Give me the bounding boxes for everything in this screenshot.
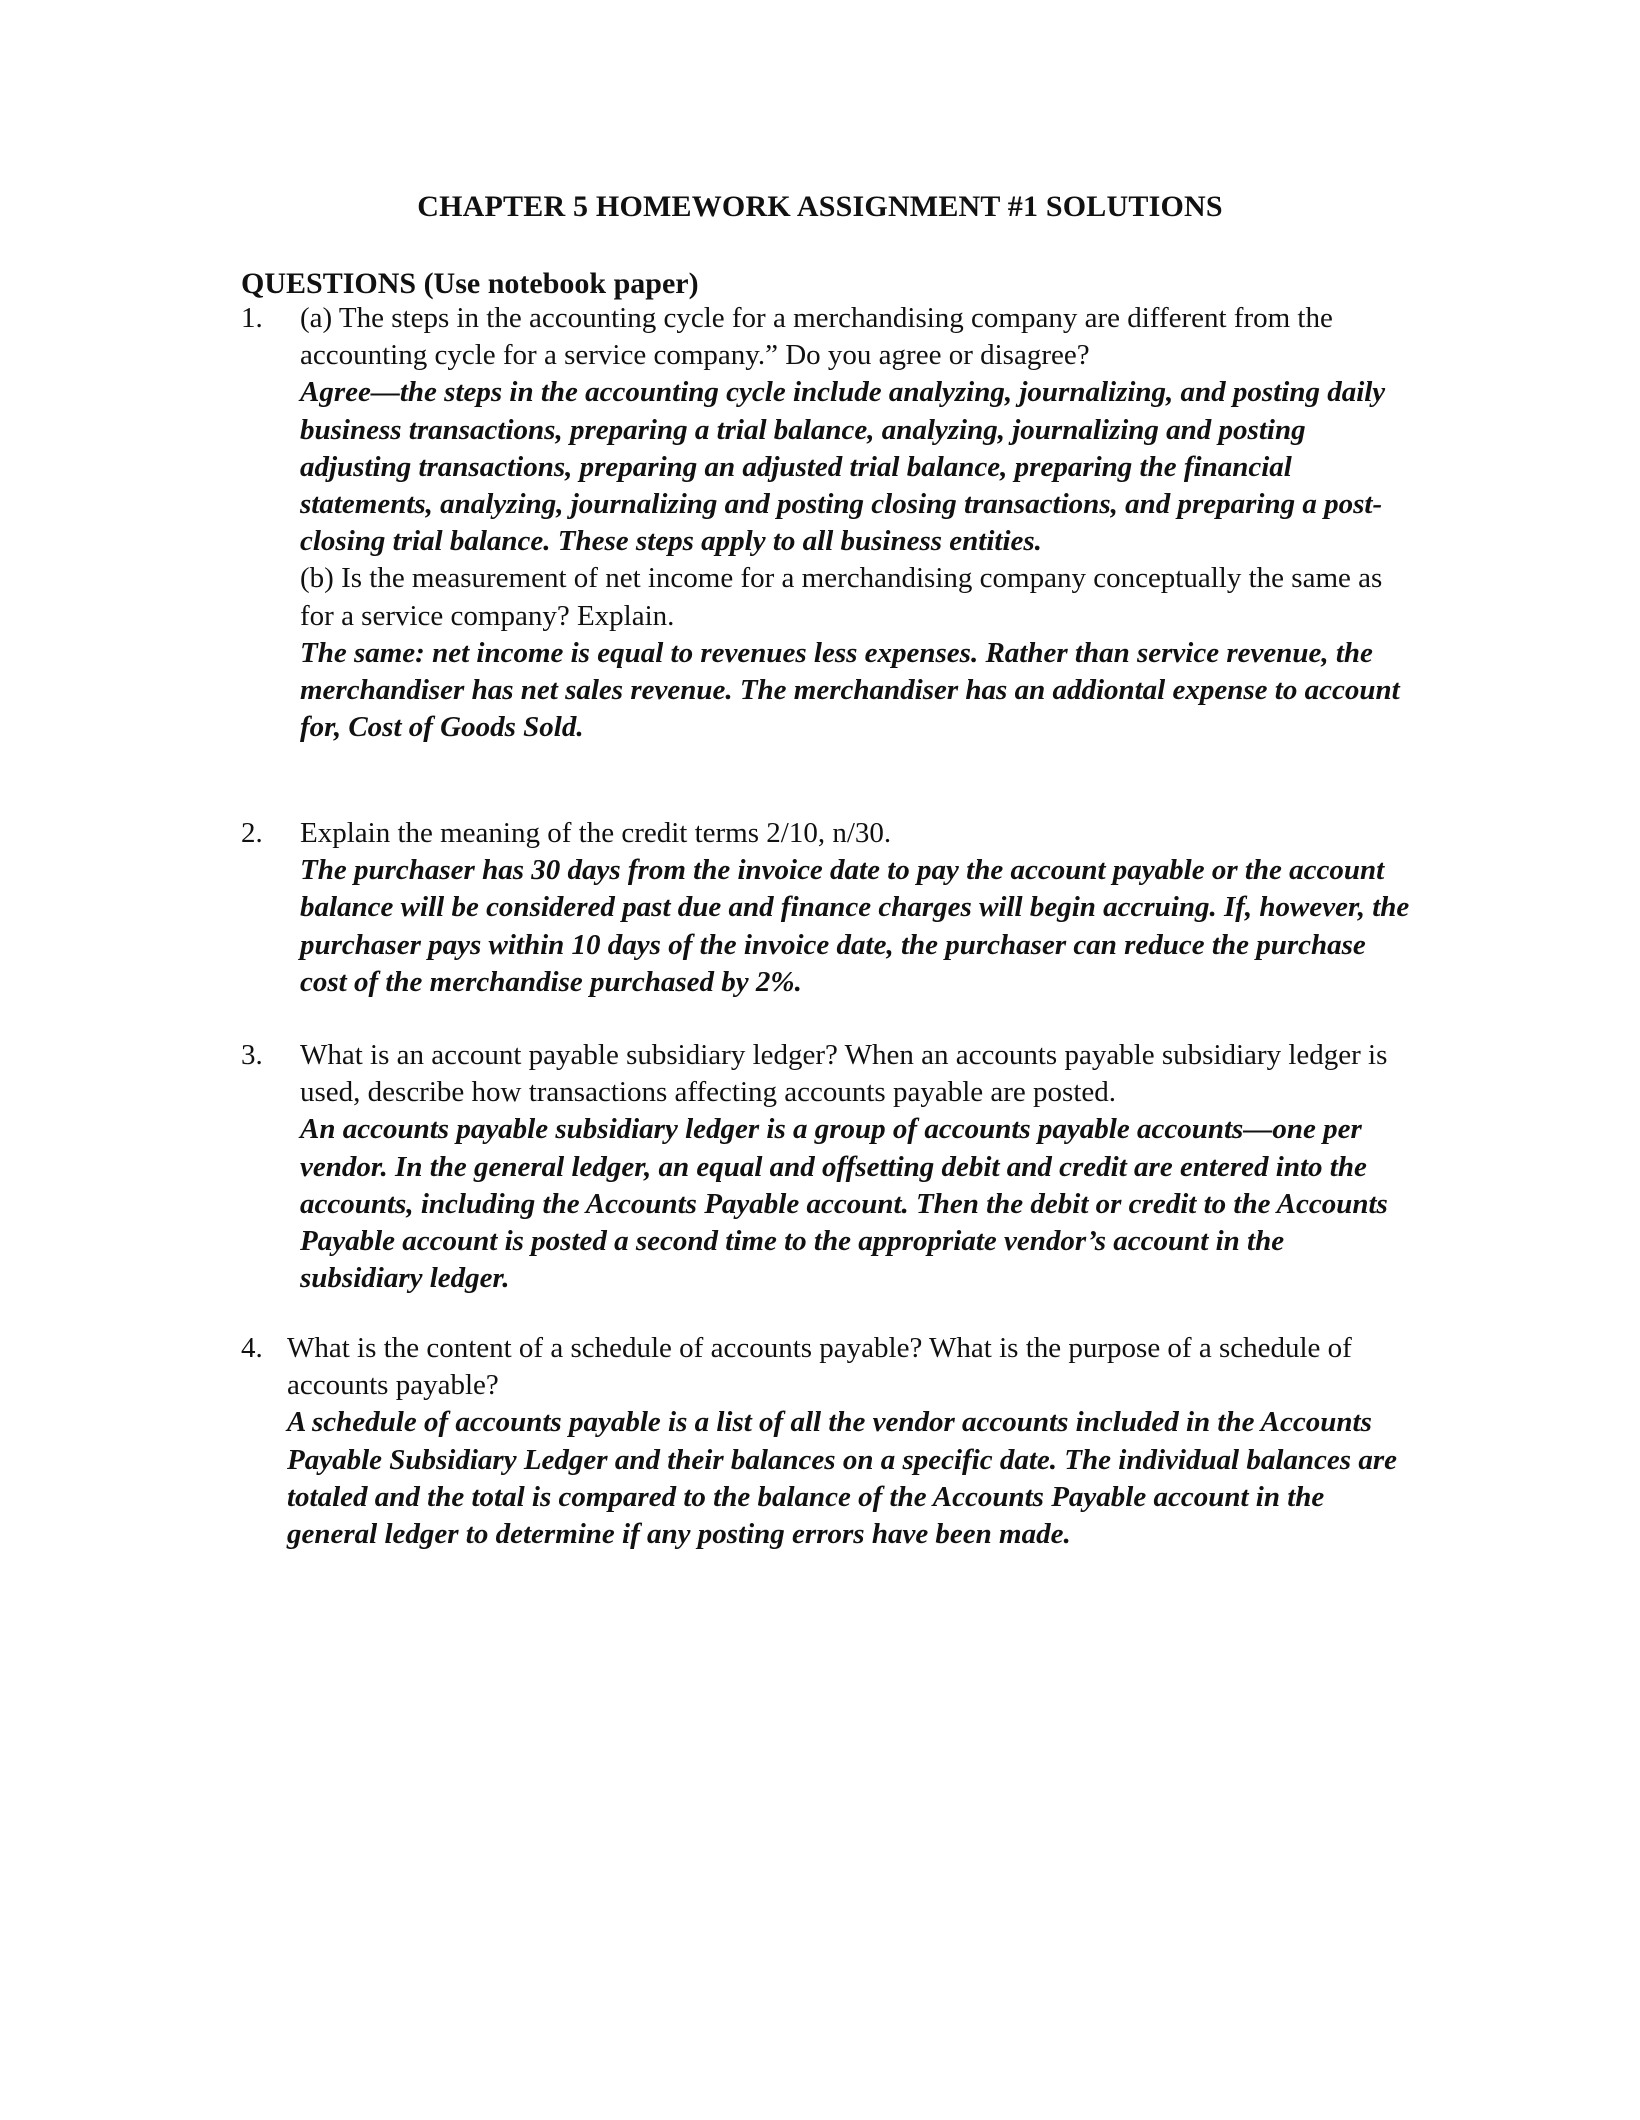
question-text: What is an account payable subsidiary ledger? When an accounts payable subsidiary ledger is used, describe how transactions affecting accounts payable are posted.: [300, 1039, 1388, 1109]
document-title: CHAPTER 5 HOMEWORK ASSIGNMENT #1 SOLUTIONS: [417, 190, 1223, 223]
answer-text: The same: net income is equal to revenues less expenses. Rather than service revenue, the merchandiser has net sales revenue. The merchandiser has an addiontal expense to account for, Cost of Goods Sold.: [300, 636, 1400, 744]
answer-text: The purchaser has 30 days from the invoice date to pay the account payable or the account balance will be considered past due and finance charges will begin accruing. If, however, the purchaser pays within 10 days of the invoice date, the purchaser can reduce the purchase cost of the merchandise purchased by 2%.: [300, 854, 1410, 998]
question-number: 4.: [241, 1332, 263, 1364]
question-body: [287, 1330, 1397, 1553]
question-body: [300, 300, 1410, 746]
question-text: (b) Is the measurement of net income for a merchandising company conceptually the same as for a service company? Explain.: [300, 562, 1383, 632]
question-body: [300, 1037, 1410, 1297]
question-number: 1.: [241, 302, 263, 334]
answer-text: A schedule of accounts payable is a list of all the vendor accounts included in the Accounts Payable Subsidiary Ledger and their balances on a specific date. The individual balances are totaled and the total is compared to the balance of the Accounts Payable account in the general ledger to determine if any posting errors have been made.: [287, 1406, 1397, 1551]
question-number: 3.: [241, 1039, 263, 1071]
question-body: [300, 815, 1410, 1001]
section-heading: QUESTIONS (Use notebook paper): [241, 267, 699, 300]
answer-text: Agree—the steps in the accounting cycle include analyzing, journalizing, and posting daily business transactions, preparing a trial balance, analyzing, journalizing and posting adjusting transactions, preparing an adjusted trial balance, preparing the financial statements, analyzing, journalizing and posting closing transactions, and preparing a post-closing trial balance. These steps apply to all business entities.: [300, 376, 1386, 558]
answer-text: An accounts payable subsidiary ledger is a group of accounts payable accounts—one per vendor. In the general ledger, an equal and offsetting debit and credit are entered into the accounts, including the Accounts Payable account. Then the debit or credit to the Accounts Payable account is posted a second time to the appropriate vendor’s account in the subsidiary ledger.: [300, 1113, 1388, 1295]
question-text: What is the content of a schedule of accounts payable? What is the purpose of a schedule of accounts payable?: [287, 1332, 1352, 1402]
question-text: Explain the meaning of the credit terms 2/10, n/30.: [300, 817, 892, 849]
question-number: 2.: [241, 817, 263, 849]
question-text: (a) The steps in the accounting cycle for a merchandising company are different from the accounting cycle for a service company.” Do you agree or disagree?: [300, 302, 1333, 372]
